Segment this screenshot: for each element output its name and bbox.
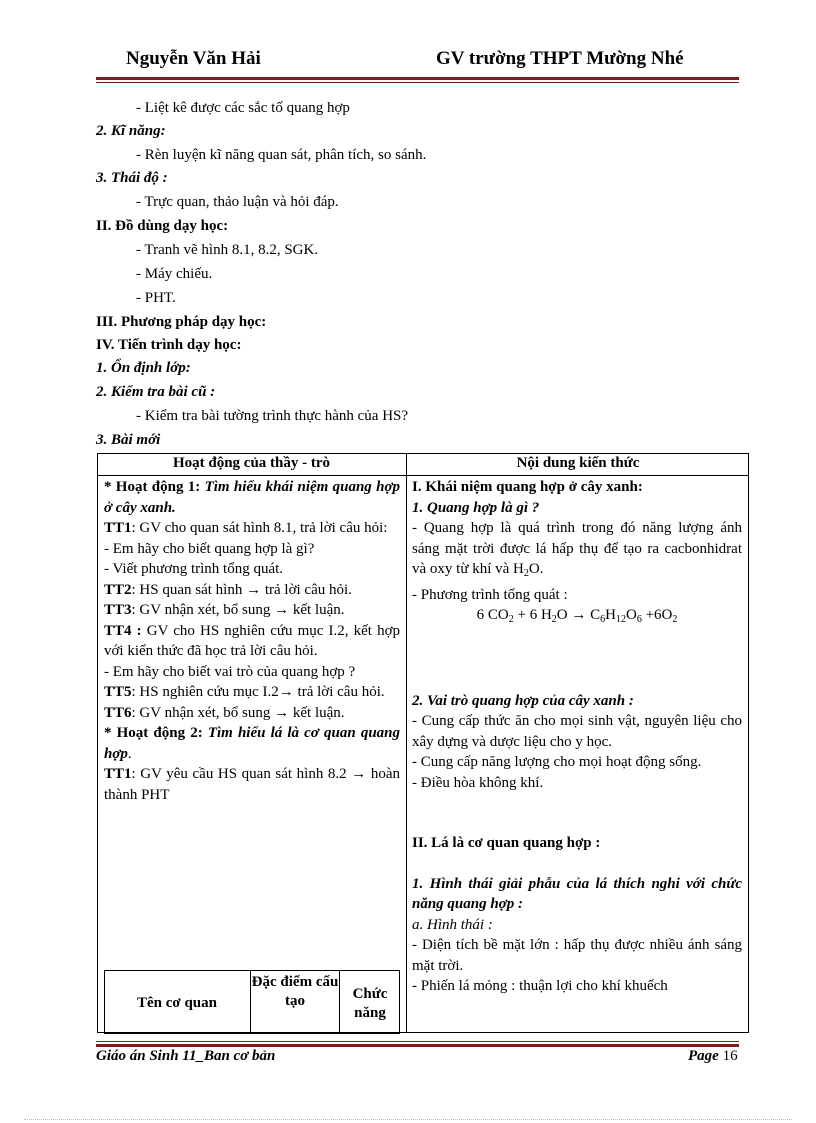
spacer [412,854,742,874]
concept-subheading: 1. Quang hợp là gì ? [412,499,540,516]
photosynthesis-equation: 6 $CO_2 + 6$ $H_2O \to C_6H_{12}O_6 +6O_2$ [476,607,678,625]
leaf-heading: II. Lá là cơ quan quang hợp : [412,835,601,851]
pht-header-organ: Tên cơ quan [137,995,217,1011]
footer-rule-thin [96,1041,739,1042]
step-tt4: TT4 : GV cho HS nghiên cứu mục I.2, kết hợp với kiến thức đã học trả lời câu hỏi. [104,622,400,659]
role-item: - Điều hòa không khí. [412,774,544,791]
spacer [412,631,742,691]
table-header-divider [97,475,749,476]
skills-item: - Rèn luyện kĩ năng quan sát, phân tích, so sánh. [136,147,427,163]
equation-label: - Phương trình tổng quát : [412,586,568,603]
step-review: 2. Kiểm tra bài cũ : [96,384,216,400]
role-item: - Cung cấp thức ăn cho mọi sinh vật, nguyên liệu cho xây dựng và dược liệu cho y học. [412,713,742,750]
header-rule [96,77,739,80]
pht-header-structure: Đặc điểm cấu tạo [251,974,339,1009]
concept-definition: - Quang hợp là quá trình trong đó năng lượng ánh sáng mặt trời được lá hấp thụ để tạo ra cacbonhidrat và oxy từ khí và $H_2O$. [412,520,742,579]
page-number: Page 16 [688,1048,738,1064]
materials-item: - PHT. [136,290,176,306]
header-author: Nguyễn Văn Hải [126,48,261,69]
section-heading-skills: 2. Kĩ năng: [96,123,166,139]
step-tt1-activity-2: TT1: GV yêu cầu HS quan sát hình 8.2 → hoàn thành PHT [104,766,400,803]
content-column [412,477,742,997]
section-heading-procedure: IV. Tiến trình dạy học: [96,337,242,353]
section-heading-methods: III. Phương pháp dạy học: [96,314,267,330]
leaf-morphology-item: - Diện tích bề mặt lớn : hấp thụ được nhiều ánh sáng mặt trời. [412,937,742,974]
leaf-morphology-label: a. Hình thái : [412,916,493,933]
role-heading: 2. Vai trò quang hợp của cây xanh : [412,692,634,709]
step-tt6: TT6: GV nhận xét, bổ sung → kết luận. [104,704,345,721]
table-header-content: Nội dung kiến thức [516,455,640,471]
step-class-order: 1. Ổn định lớp: [96,360,191,376]
concept-heading: I. Khái niệm quang hợp ở cây xanh: [412,479,643,495]
review-item: - Kiểm tra bài tường trình thực hành của HS? [136,408,409,424]
footer-title: Giáo án Sinh 11_Ban cơ bản [96,1048,276,1064]
footer-rule [96,1044,739,1047]
step-tt2: TT2: HS quan sát hình → trả lời câu hỏi. [104,581,352,598]
pht-header-function: Chức năng [352,986,388,1021]
section-heading-attitude: 3. Thái độ : [96,170,168,186]
materials-item: - Máy chiếu. [136,266,213,282]
step-tt1: TT1: GV cho quan sát hình 8.1, trả lời câu hỏi: [104,520,388,536]
table-header-activities: Hoạt động của thầy - trò [172,455,331,471]
header-school: GV trường THPT Mường Nhé [436,48,684,69]
page-edge [24,1119,792,1120]
header-rule-thin [96,82,739,83]
section-heading-materials: II. Đồ dùng dạy học: [96,218,229,234]
question-2: - Viết phương trình tổng quát. [104,561,284,577]
role-item: - Cung cấp năng lượng cho mọi hoạt động sống. [412,754,702,770]
leaf-subheading: 1. Hình thái giải phẫu của lá thích nghi với chức năng quang hợp : [412,875,742,912]
table-column-divider [406,453,407,1033]
attitude-item: - Trực quan, thảo luận và hỏi đáp. [136,194,339,210]
spacer [412,793,742,833]
question-1: - Em hãy cho biết quang hợp là gì? [104,540,315,557]
leaf-morphology-item: - Phiến lá mỏng : thuận lợi cho khí khuếch [412,978,668,994]
step-new-lesson: 3. Bài mới [96,432,161,448]
step-tt5: TT5: HS nghiên cứu mục I.2→ trả lời câu hỏi. [104,684,385,700]
materials-item: - Tranh vẽ hình 8.1, 8.2, SGK. [136,242,319,258]
activity-1-heading: * Hoạt động 1: Tìm hiểu khái niệm quang hợp ở cây xanh. [104,479,401,516]
question-3: - Em hãy cho biết vai trò của quang hợp ? [104,663,356,680]
activity-2-heading: * Hoạt động 2: Tìm hiểu lá là cơ quan quang hợp. [104,725,401,762]
step-tt3: TT3: GV nhận xét, bổ sung → kết luận. [104,602,345,618]
objective-item: - Liệt kê được các sắc tố quang hợp [136,100,350,116]
activities-column [104,477,400,805]
